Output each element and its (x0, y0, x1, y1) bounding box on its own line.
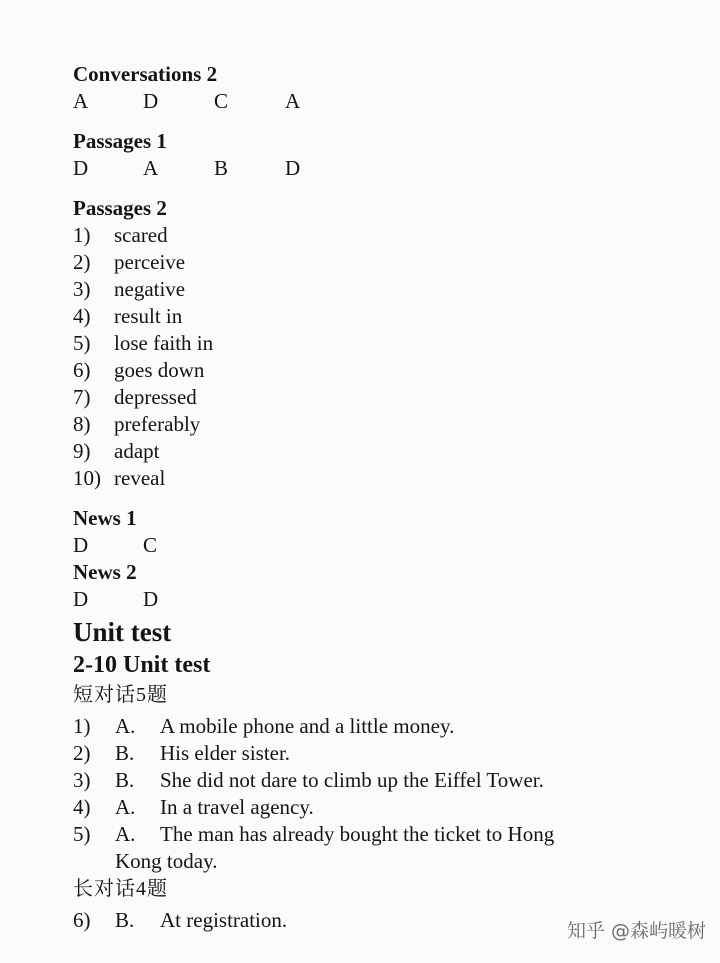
passages2-word: scared (114, 223, 168, 247)
passages2-num: 2) (73, 250, 91, 274)
passages1-answer-1: D (73, 156, 89, 180)
question-number: 1) (73, 714, 91, 738)
passages2-num: 5) (73, 331, 91, 355)
answer-text: She did not dare to climb up the Eiffel Tower. (160, 768, 544, 792)
news2-answer-1: D (73, 587, 89, 611)
conversations2-answer-3: C (214, 89, 229, 113)
zhihu-watermark: 知乎 @森屿暖树 (566, 920, 706, 942)
answer-text: In a travel agency. (160, 795, 314, 819)
passages1-answer-2: A (143, 156, 159, 180)
answer-letter: B. (115, 908, 135, 932)
passages2-num: 4) (73, 304, 91, 328)
answer-letter: A. (115, 822, 136, 846)
passages2-num: 8) (73, 412, 91, 436)
question-number: 3) (73, 768, 91, 792)
passages2-num: 10) (73, 466, 101, 490)
passages2-word: preferably (114, 412, 201, 436)
passages2-word: perceive (114, 250, 186, 274)
news1-title: News 1 (73, 506, 137, 530)
question-number: 5) (73, 822, 91, 846)
passages2-word: goes down (114, 358, 205, 382)
passages2-num: 9) (73, 439, 91, 463)
news2-title: News 2 (73, 560, 137, 584)
conversations2-answer-2: D (143, 89, 159, 113)
answer-letter: B. (115, 741, 135, 765)
passages2-num: 6) (73, 358, 91, 382)
question-number: 6) (73, 908, 91, 932)
answer-text: A mobile phone and a little money. (160, 714, 455, 738)
passages2-word: reveal (114, 466, 166, 490)
passages1-answer-4: D (285, 156, 301, 180)
passages2-word: depressed (114, 385, 197, 409)
unit-test-title: Unit test (73, 617, 172, 647)
conversations2-answer-4: A (285, 89, 301, 113)
passages2-word: negative (114, 277, 186, 301)
passages2-num: 7) (73, 385, 91, 409)
news1-answer-1: D (73, 533, 89, 557)
passages2-word: lose faith in (114, 331, 214, 355)
answer-text: The man has already bought the ticket to Hong (160, 822, 555, 846)
conversations2-title: Conversations 2 (73, 62, 218, 86)
question-number: 2) (73, 741, 91, 765)
answer-text-continued: Kong today. (115, 849, 218, 873)
news2-answer-2: D (143, 587, 159, 611)
passages2-word: result in (114, 304, 183, 328)
question-number: 4) (73, 795, 91, 819)
short-dialogues-heading: 短对话5题 (73, 684, 168, 706)
passages2-num: 1) (73, 223, 91, 247)
passages2-word: adapt (114, 439, 160, 463)
passages1-title: Passages 1 (73, 129, 167, 153)
answer-letter: A. (115, 795, 136, 819)
answer-letter: A. (115, 714, 136, 738)
passages2-num: 3) (73, 277, 91, 301)
unit-test-subtitle: 2-10 Unit test (73, 652, 211, 678)
news1-answer-2: C (143, 533, 158, 557)
answer-text: At registration. (160, 908, 288, 932)
conversations2-answer-1: A (73, 89, 89, 113)
answer-letter: B. (115, 768, 135, 792)
answer-text: His elder sister. (160, 741, 291, 765)
passages2-title: Passages 2 (73, 196, 167, 220)
long-dialogues-heading: 长对话4题 (73, 878, 168, 900)
passages1-answer-3: B (214, 156, 229, 180)
